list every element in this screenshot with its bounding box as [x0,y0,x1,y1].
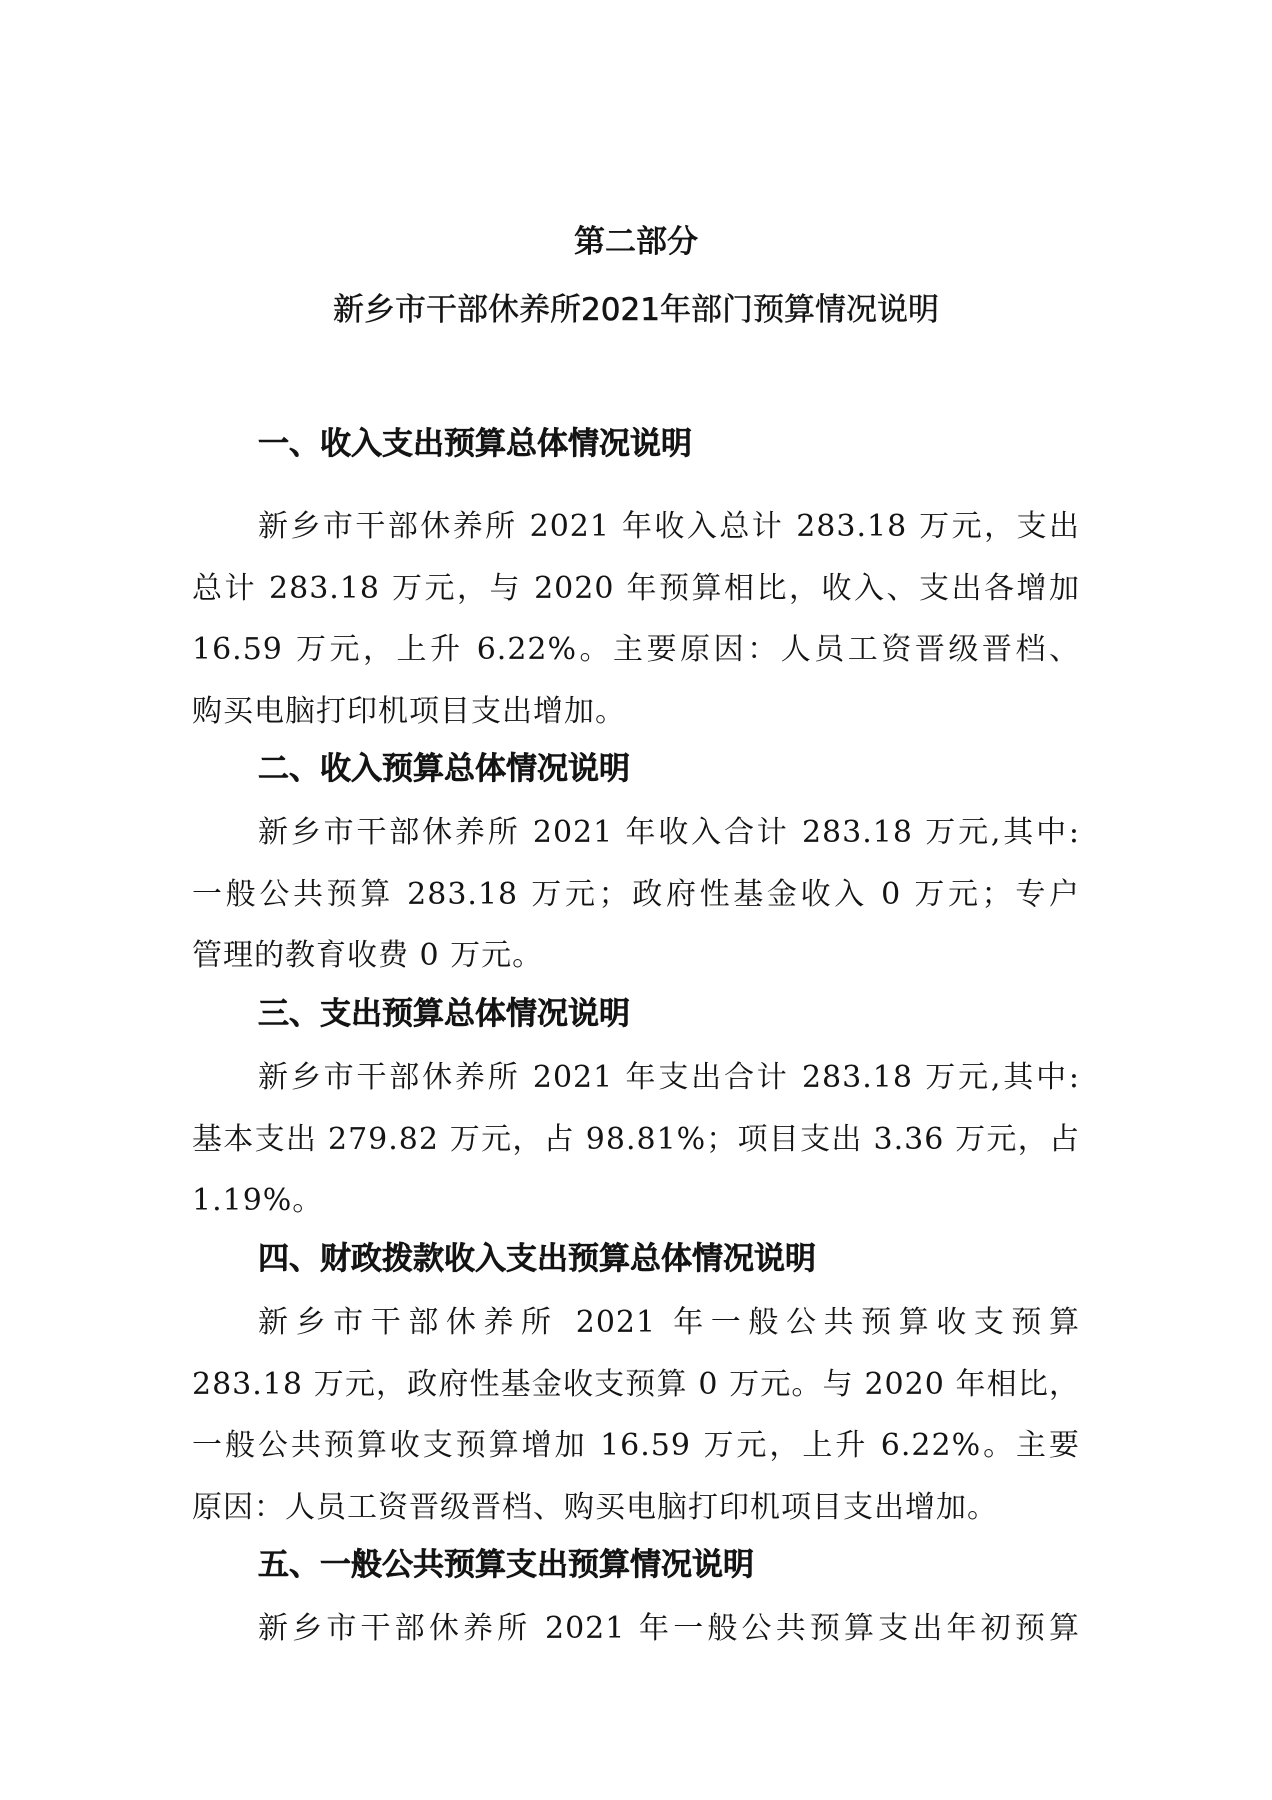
paragraph-line: 新乡市干部休养所 2021 年一般公共预算收支预算 [258,1305,1080,1340]
paragraph-line: 新乡市干部休养所 2021 年收入总计 283.18 万元，支出 [258,509,1080,544]
paragraph-line: 购买电脑打印机项目支出增加。 [192,693,626,729]
section-paragraph-5 [192,1598,1080,1660]
section-heading-4: 四、财政拨款收入支出预算总体情况说明 [258,1241,816,1277]
paragraph-line: 283.18 万元，政府性基金收支预算 0 万元。与 2020 年相比， [192,1366,1080,1402]
section-heading-5: 五、一般公共预算支出预算情况说明 [258,1547,754,1583]
paragraph-line: 基本支出 279.82 万元，占 98.81%；项目支出 3.36 万元，占 [192,1121,1080,1157]
paragraph-line: 一般公共预算 283.18 万元；政府性基金收入 0 万元；专户 [192,876,1080,912]
paragraph-line: 新乡市干部休养所 2021 年一般公共预算支出年初预算 [258,1611,1080,1646]
paragraph-line: 总计 283.18 万元，与 2020 年预算相比，收入、支出各增加 [192,570,1080,606]
section-heading-3: 三、支出预算总体情况说明 [258,996,630,1032]
section-paragraph-1 [192,496,1080,742]
paragraph-line: 新乡市干部休养所 2021 年收入合计 283.18 万元,其中: [258,815,1080,850]
paragraph-line: 新乡市干部休养所 2021 年支出合计 283.18 万元,其中: [258,1060,1080,1095]
paragraph-line: 原因：人员工资晋级晋档、购买电脑打印机项目支出增加。 [192,1489,998,1525]
paragraph-line: 一般公共预算收支预算增加 16.59 万元，上升 6.22%。主要 [192,1428,1080,1463]
section-paragraph-3 [192,1047,1080,1232]
paragraph-line: 1.19%。 [192,1183,324,1218]
section-heading-1: 一、收入支出预算总体情况说明 [258,426,692,462]
paragraph-line: 管理的教育收费 0 万元。 [192,938,544,973]
part-title: 第二部分 [574,224,698,260]
section-paragraph-4 [192,1292,1080,1538]
section-paragraph-2 [192,802,1080,987]
section-heading-2: 二、收入预算总体情况说明 [258,751,630,787]
paragraph-line: 16.59 万元，上升 6.22%。主要原因：人员工资晋级晋档、 [192,632,1080,667]
main-title: 新乡市干部休养所2021年部门预算情况说明 [333,292,939,328]
